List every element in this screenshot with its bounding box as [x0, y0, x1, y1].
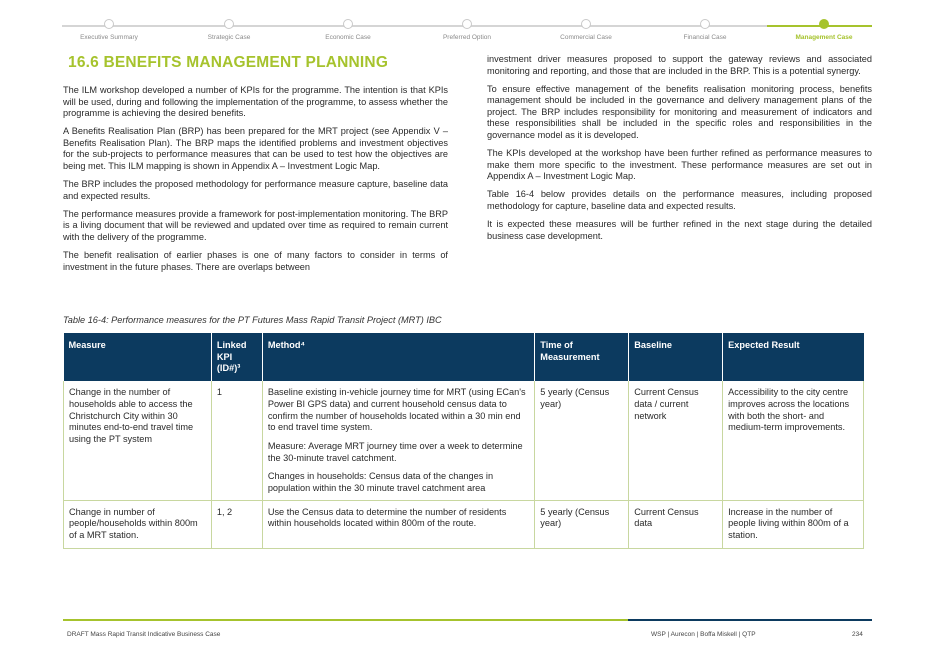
nav-step-economic-case[interactable] [288, 18, 408, 41]
page-number: 234 [852, 631, 863, 638]
method-paragraph: Changes in households: Census data of the changes in population within the 30 minute travel catchment area [267, 471, 494, 494]
nav-step-management-case[interactable] [764, 18, 884, 41]
step-dot-icon [462, 19, 472, 29]
step-dot-icon [581, 19, 591, 29]
step-label: Commercial Case [560, 34, 612, 41]
step-dot-active-icon [819, 19, 829, 29]
performance-measures-table [63, 333, 864, 549]
table-caption: Table 16-4: Performance measures for the PT Futures Mass Rapid Transit Project (MRT) IBC [63, 315, 442, 325]
paragraph: The ILM workshop developed a number of KPIs for the programme. The intention is that KPIs will be used, during and following the implementation of the programme, to assess whether the programme is achieving the desired benefits. [63, 85, 448, 119]
cell-kpi: 1, 2 [211, 500, 262, 548]
cell-kpi: 1 [211, 381, 262, 500]
paragraph: To ensure effective management of the benefits realisation monitoring process, benefits management should be included in the governance and delivery management plans of the project. The BRP includes responsibility for monitoring and measurement of indicators and these responsibilities shall be included in the specific roles and responsibilities in the governance model as it is developed. [487, 83, 872, 141]
paragraph: It is expected these measures will be further refined in the next stage during the detailed business case development. [487, 219, 872, 241]
step-dot-icon [700, 19, 710, 29]
cell-method [262, 381, 534, 500]
header-time-of-measurement: Time of Measurement [535, 333, 629, 381]
nav-step-executive-summary[interactable] [49, 18, 169, 41]
paragraph: investment driver measures proposed to support the gateway reviews and associated monitoring and reporting, and those that are included in the BRP. This is a potential synergy. [487, 54, 872, 76]
step-label: Executive Summary [80, 34, 138, 41]
table-row [64, 500, 864, 548]
right-column [487, 54, 872, 249]
left-column [63, 85, 448, 280]
nav-step-strategic-case[interactable] [169, 18, 289, 41]
cell-baseline: Current Census data / current network [629, 381, 723, 500]
footer-divider-accent [628, 619, 872, 621]
cell-measure: Change in number of people/households within 800m of a MRT station. [64, 500, 212, 548]
cell-expected: Accessibility to the city centre improves across the locations with both the short- and medium-term improvements. [723, 381, 864, 500]
step-dot-icon [343, 19, 353, 29]
header-expected-result: Expected Result [723, 333, 864, 381]
paragraph: A Benefits Realisation Plan (BRP) has been prepared for the MRT project (see Appendix V – Benefits Realisation Plan). The BRP maps the identified problems and investment objectives for the sub-projects to performance measures that can be used to test how the objectives are being met. This ILM mapping is shown in Appendix A – Investment Logic Map. [63, 126, 448, 172]
header-baseline: Baseline [629, 333, 723, 381]
cell-baseline: Current Census data [629, 500, 723, 548]
table-row [64, 381, 864, 500]
cell-expected: Increase in the number of people living within 800m of a station. [723, 500, 864, 548]
header-linked-kpi: Linked KPI (ID#)³ [211, 333, 262, 381]
step-label: Management Case [795, 34, 853, 41]
section-title: 16.6 BENEFITS MANAGEMENT PLANNING [68, 54, 389, 71]
table-header-row [64, 333, 864, 381]
cell-time: 5 yearly (Census year) [535, 500, 629, 548]
header-measure: Measure [64, 333, 212, 381]
method-paragraph: Baseline existing in-vehicle journey time for MRT (using ECan's Power BI GPS data) and current household census data to confirm the number of households located within a 30 min end to end travel time system. [267, 387, 526, 433]
nav-step-preferred-option[interactable] [407, 18, 527, 41]
paragraph: The benefit realisation of earlier phases is one of many factors to consider in terms of investment in the future phases. There are overlaps between [63, 250, 448, 272]
step-label: Preferred Option [442, 34, 492, 41]
step-dot-icon [224, 19, 234, 29]
header-method: Method⁴ [262, 333, 534, 381]
step-label: Strategic Case [207, 34, 251, 41]
paragraph: The BRP includes the proposed methodology for performance measure capture, baseline data and expected results. [63, 179, 448, 201]
method-paragraph: Measure: Average MRT journey time over a week to determine the 30-minute travel catchment. [267, 440, 523, 463]
paragraph: The performance measures provide a framework for post-implementation monitoring. The BRP is a living document that will be reviewed and updated over time as required to remain current with the delivery of the programme. [63, 208, 448, 243]
cell-measure: Change in the number of households able to access the Christchurch City within 30 minutes end-to-end travel time using the PT system [64, 381, 212, 500]
footer-authors: WSP | Aurecon | Boffa Miskell | QTP [651, 631, 756, 638]
method-paragraph: Use the Census data to determine the number of residents within households located within 800m of the route. [267, 506, 507, 529]
nav-step-commercial-case[interactable] [526, 18, 646, 41]
step-label: Financial Case [683, 34, 727, 41]
step-dot-icon [104, 19, 114, 29]
paragraph: The KPIs developed at the workshop have been further refined as performance measures to make them more specific to the investment. These performance measures are set out in Appendix A – Investment Logic Map. [487, 148, 872, 182]
footer-document-title: DRAFT Mass Rapid Transit Indicative Business Case [67, 631, 221, 638]
footer-divider [63, 619, 628, 621]
cell-time: 5 yearly (Census year) [535, 381, 629, 500]
progress-nav [62, 18, 872, 48]
nav-step-financial-case[interactable] [645, 18, 765, 41]
cell-method [262, 500, 534, 548]
step-label: Economic Case [325, 34, 371, 41]
paragraph: Table 16-4 below provides details on the performance measures, including proposed methodology for capture, baseline data and expected results. [487, 189, 872, 212]
